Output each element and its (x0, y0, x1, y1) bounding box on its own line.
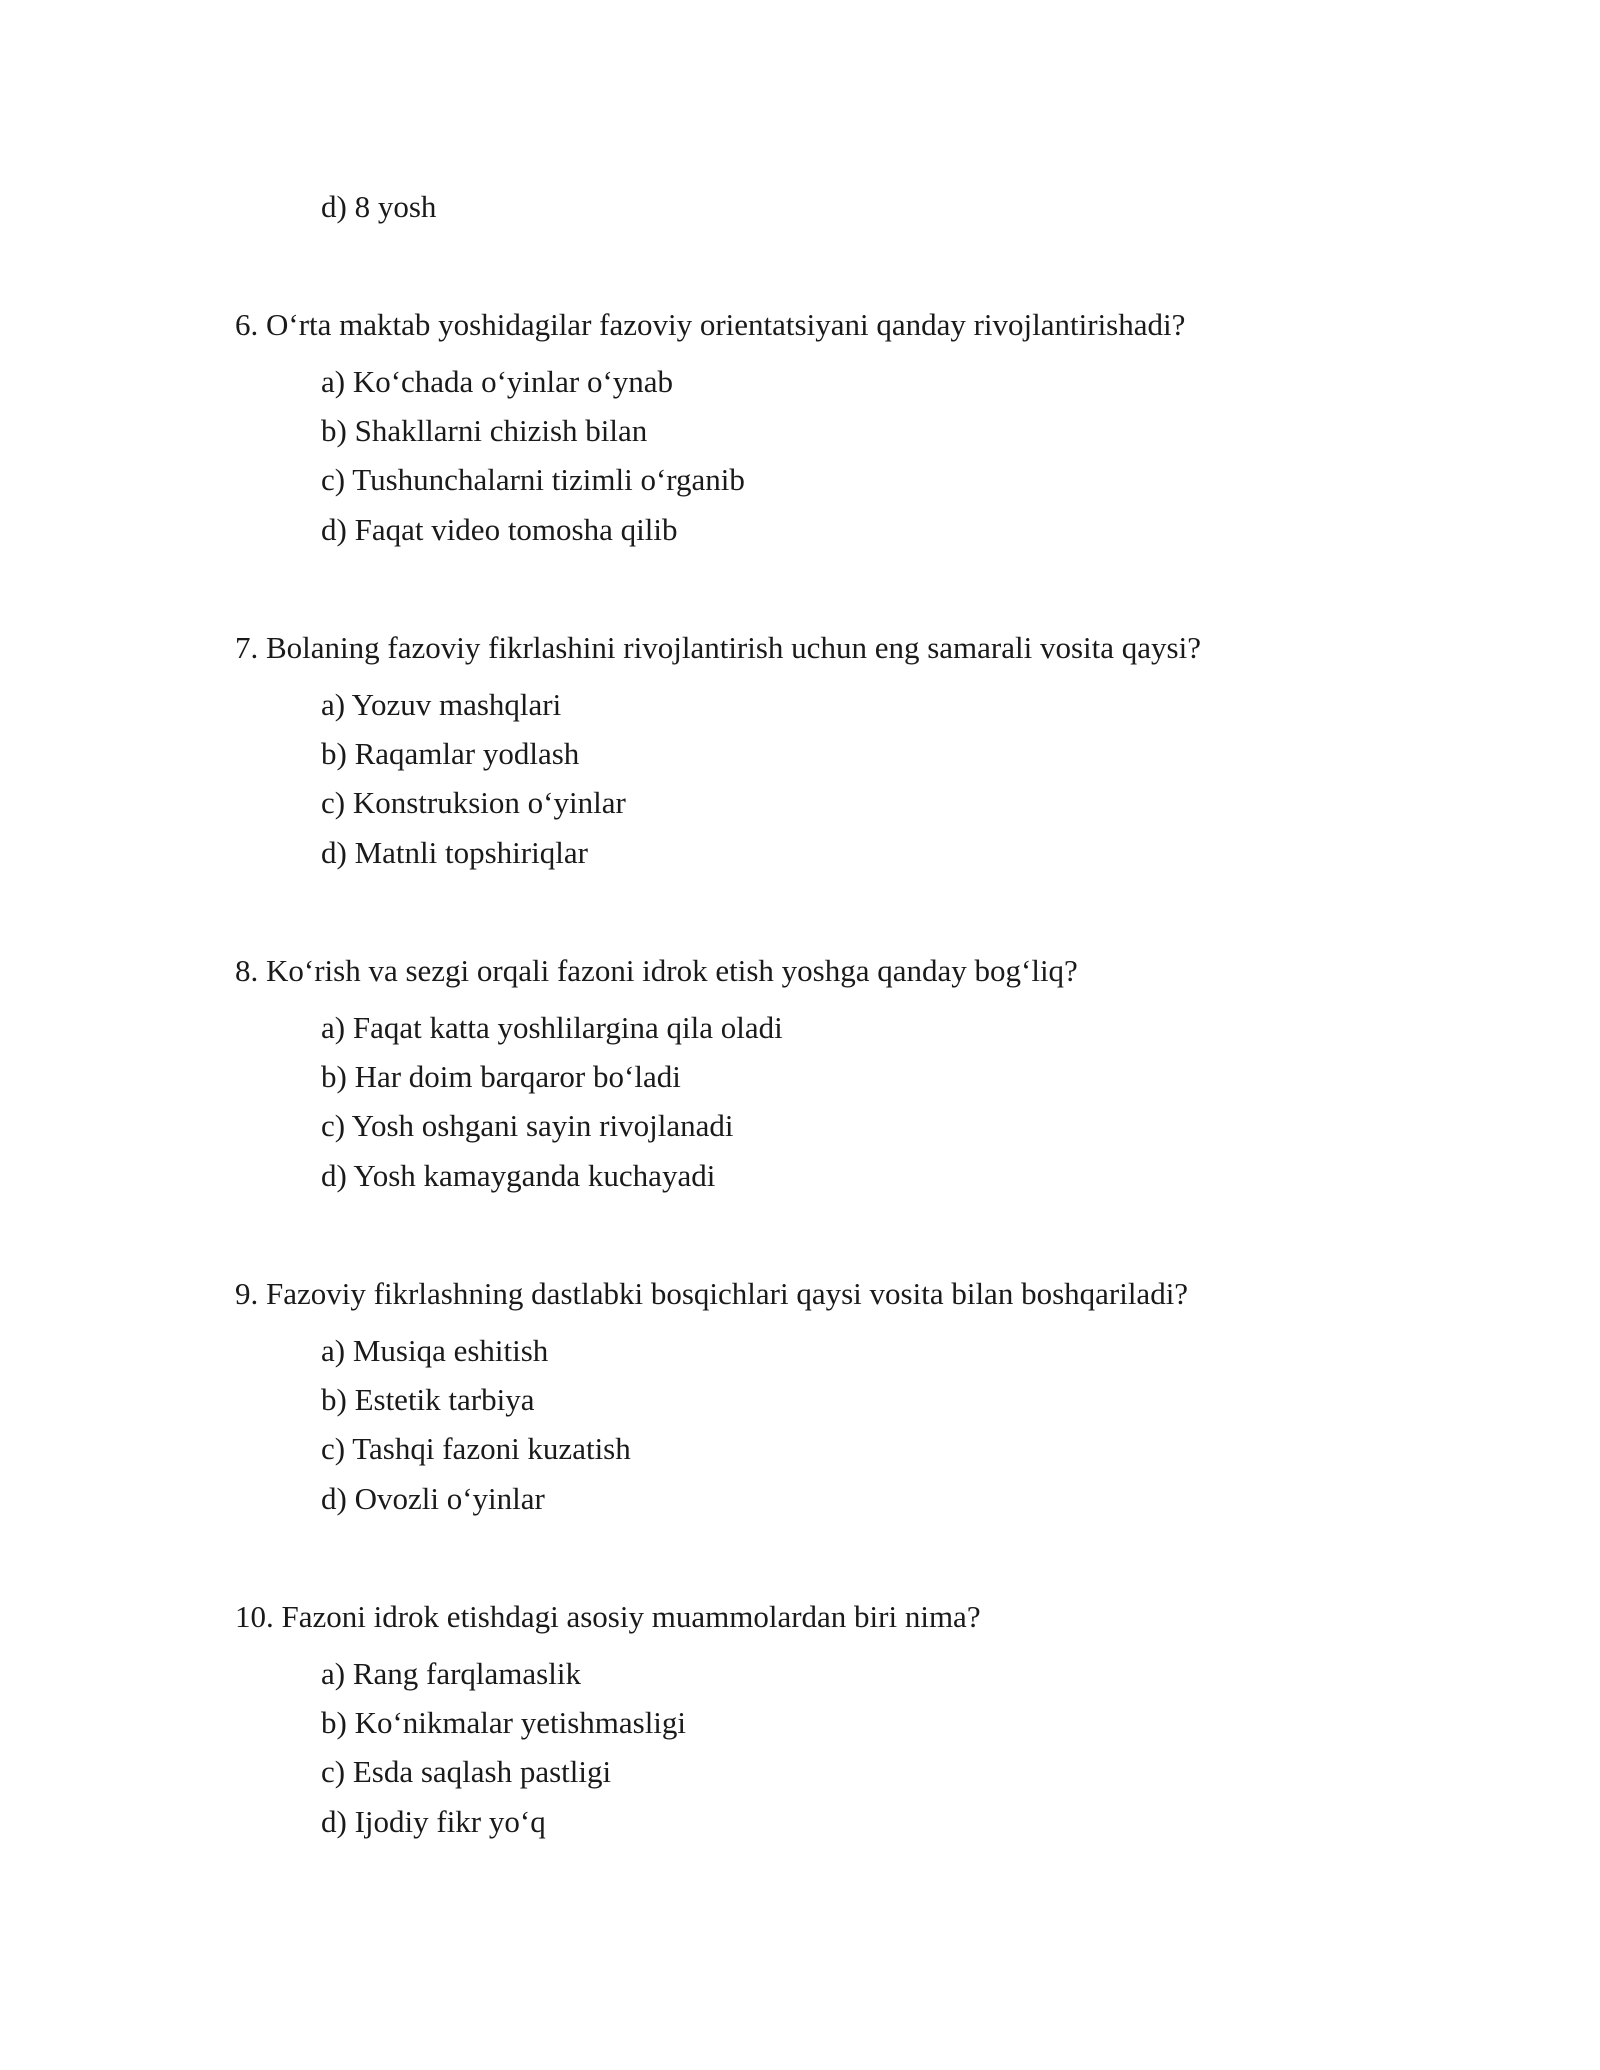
question-9: 9. Fazoviy fikrlashning dastlabki bosqichlari qaysi vosita bilan boshqariladi? (235, 1276, 1189, 1311)
answer-option: b) Har doim barqaror bo‘ladi (321, 1059, 681, 1094)
question-7: 7. Bolaning fazoviy fikrlashini rivojlantirish uchun eng samarali vosita qaysi? (235, 630, 1201, 665)
answer-option: d) Ovozli o‘yinlar (321, 1481, 545, 1516)
answer-option: a) Faqat katta yoshlilargina qila oladi (321, 1010, 783, 1045)
answer-option: a) Yozuv mashqlari (321, 687, 562, 722)
answer-option: d) 8 yosh (321, 189, 437, 224)
answer-option: d) Ijodiy fikr yo‘q (321, 1804, 546, 1839)
answer-option: a) Rang farqlamaslik (321, 1656, 581, 1691)
answer-option: c) Tushunchalarni tizimli o‘rganib (321, 462, 745, 497)
answer-option: a) Musiqa eshitish (321, 1333, 549, 1368)
question-10: 10. Fazoni idrok etishdagi asosiy muammolardan biri nima? (235, 1599, 981, 1634)
answer-option: c) Konstruksion o‘yinlar (321, 785, 626, 820)
answer-option: d) Yosh kamayganda kuchayadi (321, 1158, 716, 1193)
answer-option: c) Esda saqlash pastligi (321, 1754, 612, 1789)
question-6: 6. O‘rta maktab yoshidagilar fazoviy orientatsiyani qanday rivojlantirishadi? (235, 307, 1186, 342)
answer-option: a) Ko‘chada o‘yinlar o‘ynab (321, 364, 674, 399)
answer-option: b) Estetik tarbiya (321, 1382, 535, 1417)
answer-option: b) Shakllarni chizish bilan (321, 413, 648, 448)
answer-option: c) Tashqi fazoni kuzatish (321, 1431, 631, 1466)
answer-option: c) Yosh oshgani sayin rivojlanadi (321, 1108, 734, 1143)
answer-option: b) Ko‘nikmalar yetishmasligi (321, 1705, 687, 1740)
answer-option: d) Matnli topshiriqlar (321, 835, 588, 870)
answer-option: b) Raqamlar yodlash (321, 736, 580, 771)
answer-option: d) Faqat video tomosha qilib (321, 512, 678, 547)
question-8: 8. Ko‘rish va sezgi orqali fazoni idrok etish yoshga qanday bog‘liq? (235, 953, 1078, 988)
